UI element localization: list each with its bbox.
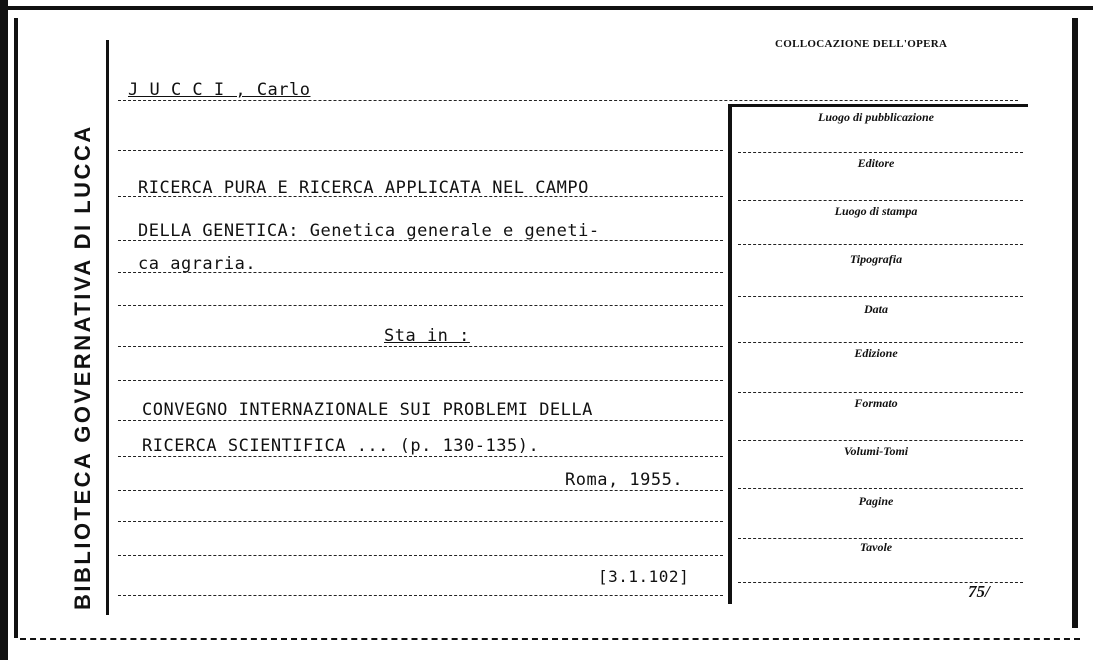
corner-number: 75/ (968, 582, 990, 601)
shelfmark: [3.1.102] (598, 567, 690, 586)
rule (738, 342, 1023, 343)
rule (118, 456, 723, 457)
rule (118, 100, 1018, 101)
rule (118, 305, 723, 306)
source-line-3: Roma, 1955. (565, 470, 684, 490)
title-line-1: RICERCA PURA E RICERCA APPLICATA NEL CAMPO (138, 178, 589, 198)
rule (738, 392, 1023, 393)
source-line-2: RICERCA SCIENTIFICA ... (p. 130-135). (142, 436, 540, 456)
author-name: J U C C I , Carlo (128, 80, 311, 100)
bottom-border (20, 638, 1080, 640)
rule (118, 490, 723, 491)
field-formato: Formato (854, 396, 898, 410)
margin-rule (106, 40, 109, 615)
rule (118, 521, 723, 522)
field-edizione: Edizione (854, 346, 898, 360)
rule (738, 296, 1023, 297)
top-border (0, 6, 1093, 10)
field-pagine: Pagine (858, 494, 894, 508)
field-editore: Editore (857, 156, 895, 170)
rule (738, 200, 1023, 201)
rule (118, 555, 723, 556)
rule (118, 346, 723, 347)
left-border (0, 0, 8, 660)
rule (738, 152, 1023, 153)
title-line-2: DELLA GENETICA: Genetica generale e geneti- (138, 221, 600, 241)
right-box-top (728, 104, 1028, 107)
right-box-rule (728, 104, 732, 604)
rule (118, 380, 723, 381)
library-label: BIBLIOTECA GOVERNATIVA DI LUCCA (70, 124, 95, 610)
rule (738, 440, 1023, 441)
field-volumi-tomi: Volumi-Tomi (843, 444, 909, 458)
rule (118, 150, 723, 151)
sta-in-label: Sta in : (384, 326, 470, 346)
rule (738, 244, 1023, 245)
field-luogo-stampa: Luogo di stampa (834, 204, 918, 218)
title-line-3: ca agraria. (138, 254, 257, 274)
field-tipografia: Tipografia (849, 252, 903, 266)
left-inner-border (14, 18, 18, 638)
rule (738, 538, 1023, 539)
collocation-header: COLLOCAZIONE DELL'OPERA (775, 38, 948, 50)
rule (118, 420, 723, 421)
field-tavole: Tavole (859, 540, 893, 554)
field-data: Data (864, 302, 888, 316)
right-border (1072, 18, 1078, 628)
rule (738, 488, 1023, 489)
field-luogo-pubblicazione: Luogo di pubblicazione (817, 110, 934, 124)
rule (118, 595, 723, 596)
source-line-1: CONVEGNO INTERNAZIONALE SUI PROBLEMI DELLA (142, 400, 593, 420)
